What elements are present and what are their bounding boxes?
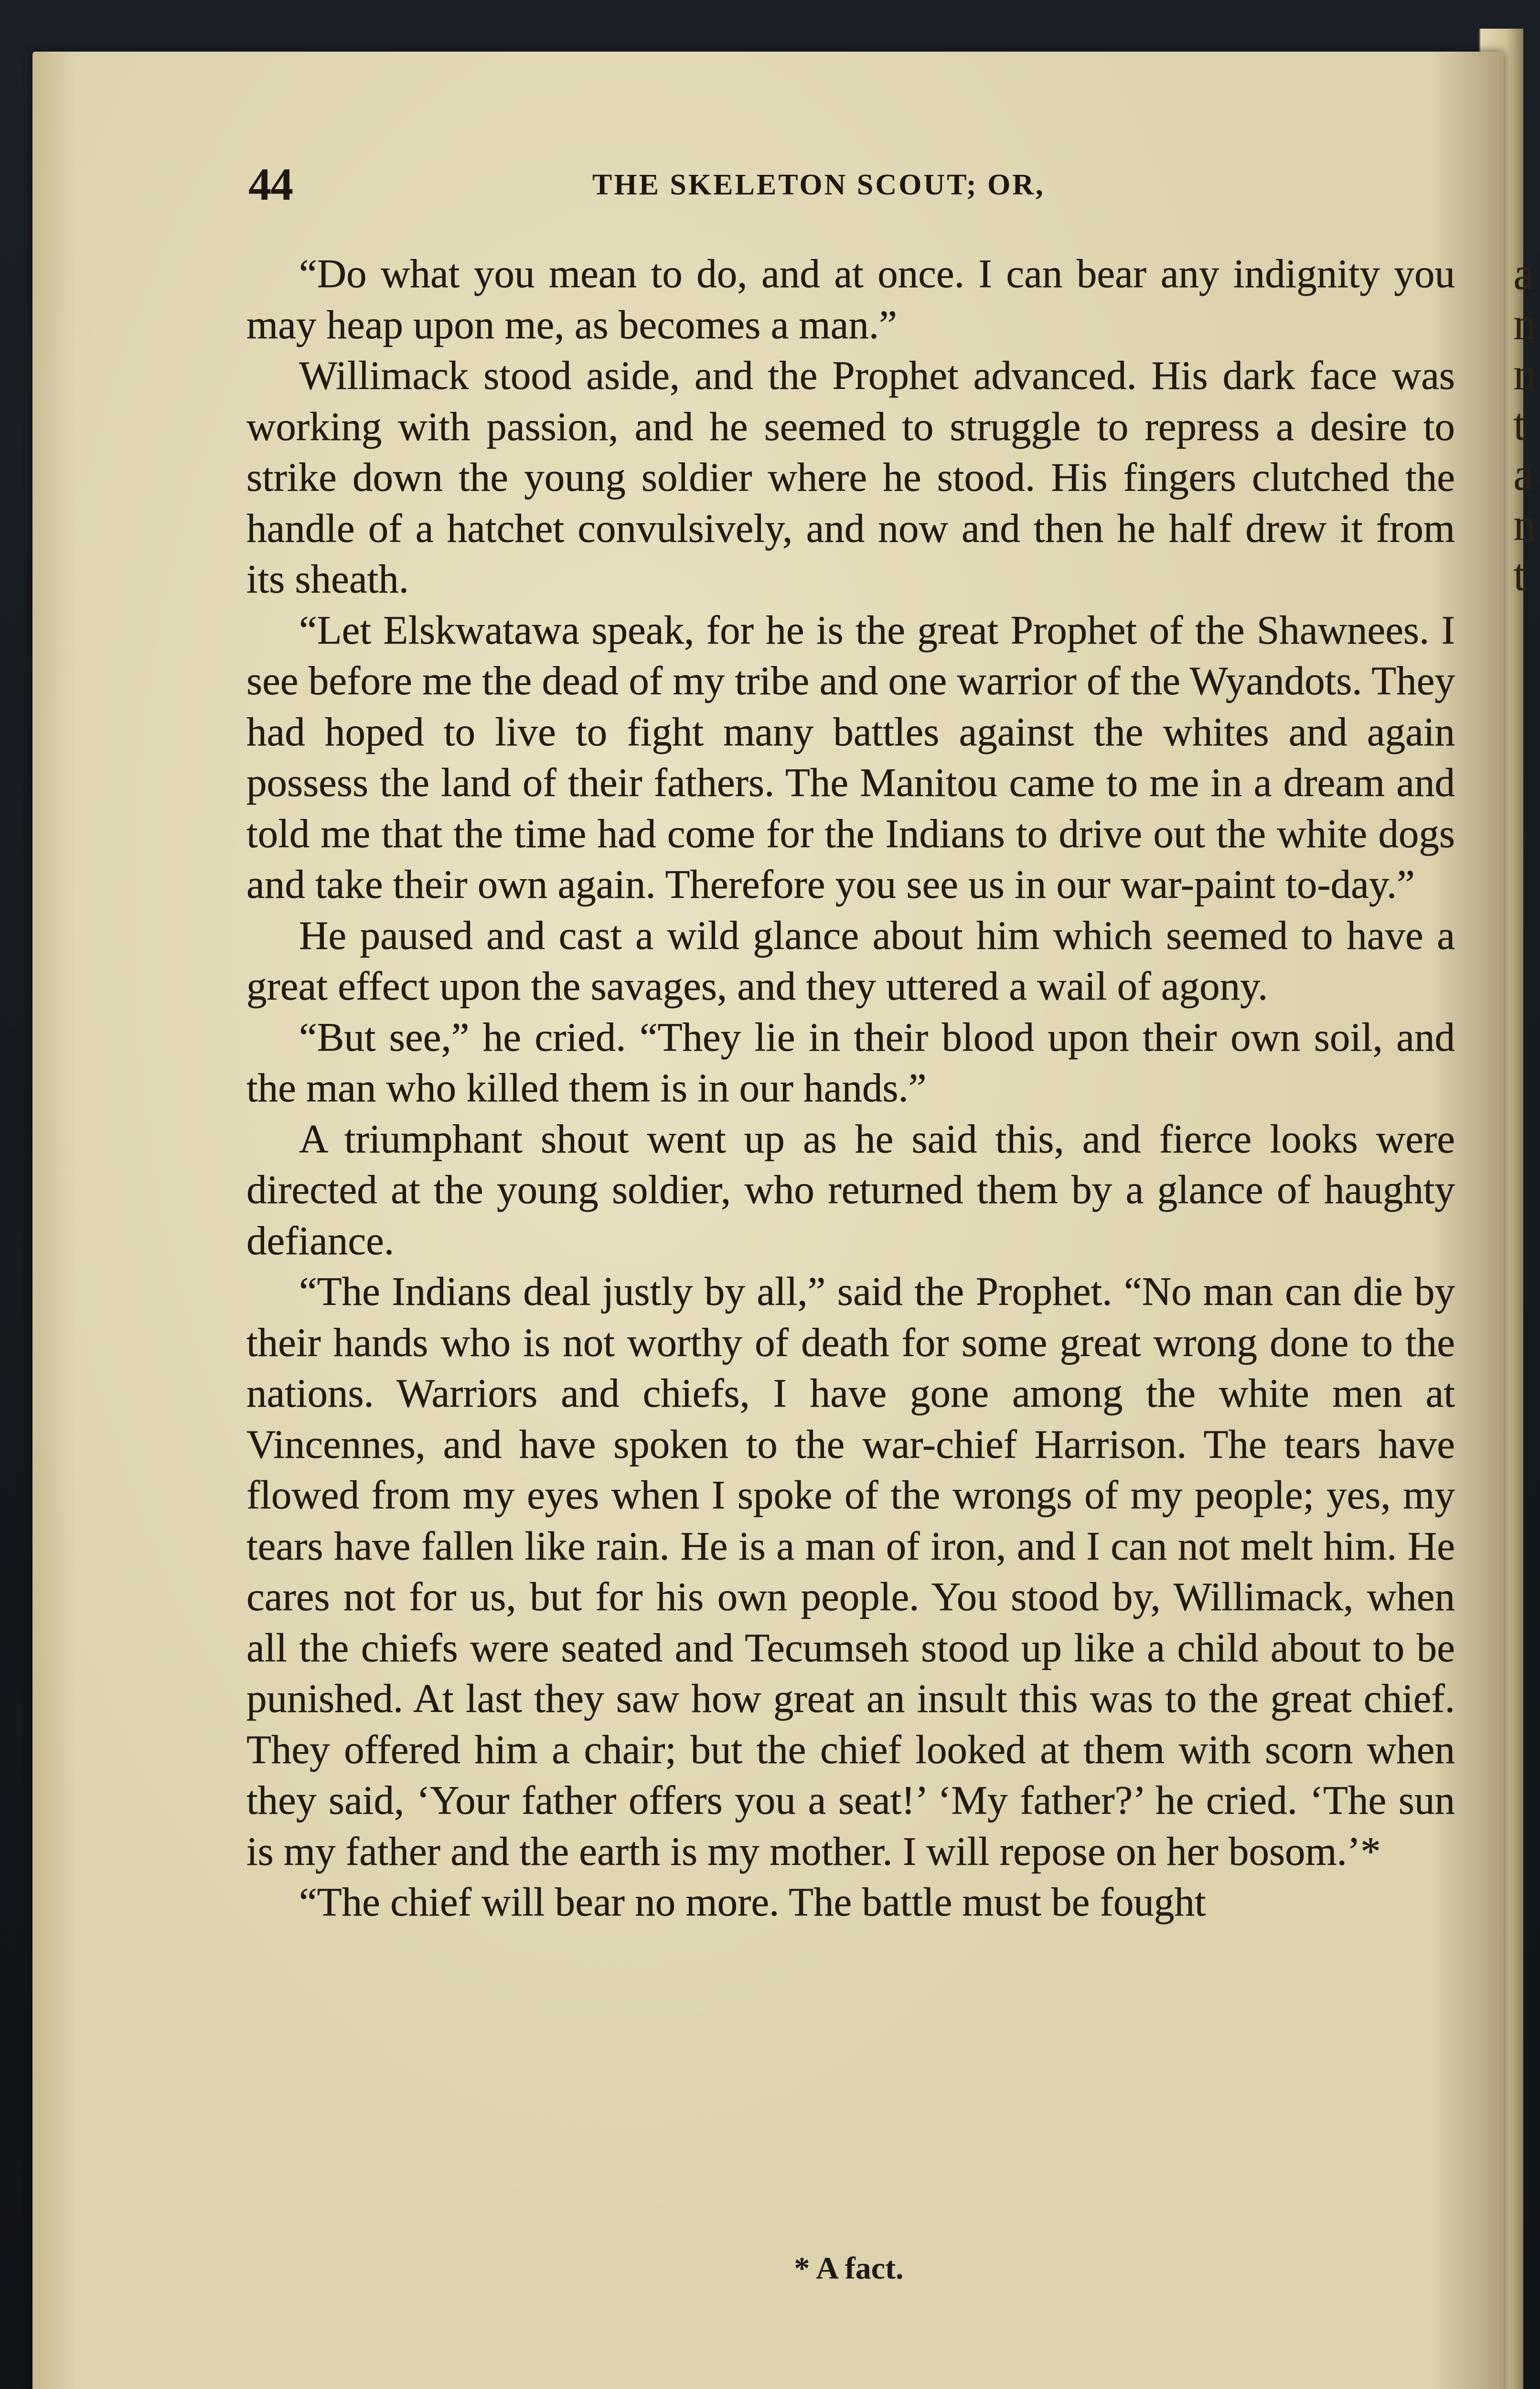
page-number: 44: [248, 159, 292, 210]
paragraph: “The Indians deal justly by all,” said the Prophet. “No man can die by their hands who is not worthy of death for some great wrong done to the nations. Warriors and chiefs, I have gone among the white men at Vincennes, and have spoken to the war-chief Harrison. The tears have flowed from my eyes when I spoke of the wrongs of my people; yes, my tears have fallen like rain. He is a man of iron, and I can not melt him. He cares not for us, but for his own people. You stood by, Willimack, when all the chiefs were seated and Tecumseh stood up like a child about to be punished. At last they saw how great an insult this was to the great chief. They offered him a chair; but the chief looked at them with scorn when they said, ‘Your father offers you a seat!’ ‘My father?’ he cried. ‘The sun is my father and the earth is my mother. I will repose on her bosom.’*: [246, 1269, 1455, 1874]
paragraph: “But see,” he cried. “They lie in their blood upon their own soil, and the man who killed them is in our hands.”: [246, 1014, 1455, 1110]
page-header: [248, 158, 1452, 210]
paragraph: “Let Elskwatawa speak, for he is the great Prophet of the Shawnees. I see before me the dead of my tribe and one warrior of the Wyandots. They had hoped to live to fight many battles against the whites and again possess the land of their fathers. The Manitou came to me in a dream and told me that the time had come for the Indians to drive out the white dogs and take their own again. Therefore you see us in our war-paint to-day.”: [246, 607, 1455, 907]
paragraph: “The chief will bear no more. The battle must be fought: [299, 1880, 1206, 1925]
paragraph: He paused and cast a wild glance about him which seemed to have a great effect upon the savages, and they uttered a wail of agony.: [246, 913, 1455, 1009]
paragraph: Willimack stood aside, and the Prophet advanced. His dark face was working with passion, and he seemed to struggle to repress a desire to strike down the young soldier where he stood. His fingers clutched the handle of a hatchet convulsively, and now and then he half drew it from its sheath.: [246, 353, 1455, 602]
footnote: [0, 2250, 1540, 2287]
body-text: [246, 248, 1455, 1928]
paragraph: “Do what you mean to do, and at once. I can bear any indignity you may heap upon me, as becomes a man.”: [246, 251, 1455, 347]
next-page-edge-text: a n n t a n t: [1513, 248, 1536, 600]
paragraph: A triumphant shout went up as he said this, and fierce looks were directed at the young soldier, who returned them by a glance of haughty defiance.: [246, 1116, 1455, 1263]
running-head: THE SKELETON SCOUT; OR,: [592, 169, 1045, 201]
footnote-text: * A fact.: [794, 2251, 904, 2286]
